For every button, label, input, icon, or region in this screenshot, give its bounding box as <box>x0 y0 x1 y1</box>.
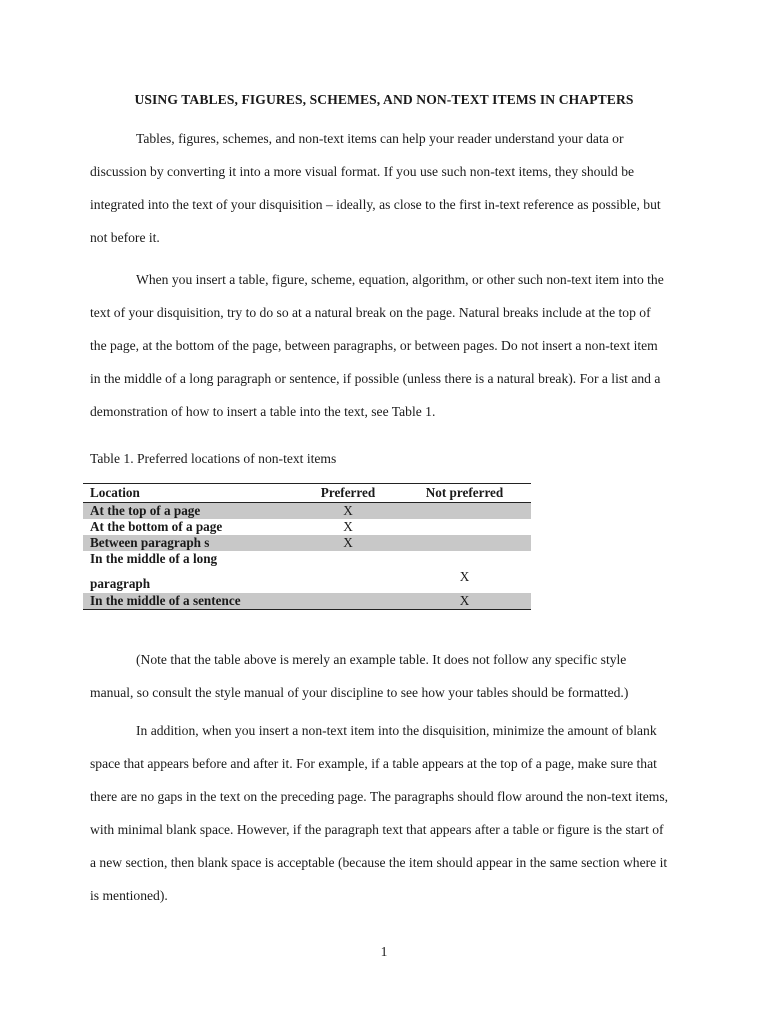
document-title: USING TABLES, FIGURES, SCHEMES, AND NON-TEXT ITEMS IN CHAPTERS <box>134 92 634 107</box>
cell-not-preferred: X <box>398 593 531 610</box>
cell-not-preferred <box>398 535 531 551</box>
cell-location: Between paragraph s <box>83 535 298 551</box>
text-line: is mentioned). <box>90 888 168 903</box>
header-preferred: Preferred <box>298 484 398 503</box>
cell-location-line: paragraph <box>90 576 151 591</box>
cell-location: At the top of a page <box>83 503 298 520</box>
cell-preferred: X <box>298 535 398 551</box>
text-line: In addition, when you insert a non-text item into the disquisition, minimize the amount of blank <box>136 723 657 738</box>
text-line: a new section, then blank space is acceptable (because the item should appear in the same section where it <box>90 855 668 870</box>
text-line: Tables, figures, schemes, and non-text items can help your reader understand your data or <box>136 131 624 146</box>
table-row <box>83 535 531 551</box>
text-line: (Note that the table above is merely an example table. It does not follow any specific style <box>136 652 627 667</box>
text-line: When you insert a table, figure, scheme, equation, algorithm, or other such non-text item into the <box>136 272 664 287</box>
table-row <box>83 551 531 593</box>
cell-location-line: In the middle of a long <box>90 551 218 566</box>
table-header-row <box>83 484 531 503</box>
text-line: space that appears before and after it. For example, if a table appears at the top of a page, make sure that <box>90 756 657 771</box>
cell-location: In the middle of a sentence <box>83 593 298 610</box>
text-line: integrated into the text of your disquisition – ideally, as close to the first in-text reference as possible, but <box>90 197 661 212</box>
text-line: manual, so consult the style manual of your discipline to see how your tables should be formatted.) <box>90 685 629 700</box>
table-row <box>83 593 531 610</box>
text-line: with minimal blank space. However, if the paragraph text that appears after a table or figure is the start of <box>90 822 664 837</box>
text-line: not before it. <box>90 230 160 245</box>
locations-table <box>83 483 531 610</box>
text-line: in the middle of a long paragraph or sentence, if possible (unless there is a natural break). For a list and a <box>90 371 661 386</box>
cell-preferred <box>298 593 398 610</box>
cell-preferred: X <box>343 519 353 534</box>
header-location: Location <box>83 484 298 503</box>
cell-preferred <box>298 551 398 593</box>
cell-not-preferred <box>398 503 531 520</box>
text-line: demonstration of how to insert a table into the text, see Table 1. <box>90 404 436 419</box>
text-line: text of your disquisition, try to do so at a natural break on the page. Natural breaks include at the top of <box>90 305 651 320</box>
cell-preferred: X <box>298 503 398 520</box>
text-line: discussion by converting it into a more visual format. If you use such non-text items, they should be <box>90 164 635 179</box>
cell-location <box>83 551 298 593</box>
page-number: 1 <box>380 944 388 959</box>
table-caption: Table 1. Preferred locations of non-text items <box>90 451 337 466</box>
header-not-preferred: Not preferred <box>398 484 531 503</box>
cell-not-preferred <box>398 519 531 535</box>
table-row <box>83 503 531 520</box>
cell-location: At the bottom of a page <box>90 519 223 534</box>
text-line: the page, at the bottom of the page, between paragraphs, or between pages. Do not insert a non-text item <box>90 338 658 353</box>
cell-not-preferred: X <box>459 569 470 584</box>
text-line: there are no gaps in the text on the preceding page. The paragraphs should flow around the non-text items, <box>90 789 669 804</box>
table-row <box>83 519 531 535</box>
